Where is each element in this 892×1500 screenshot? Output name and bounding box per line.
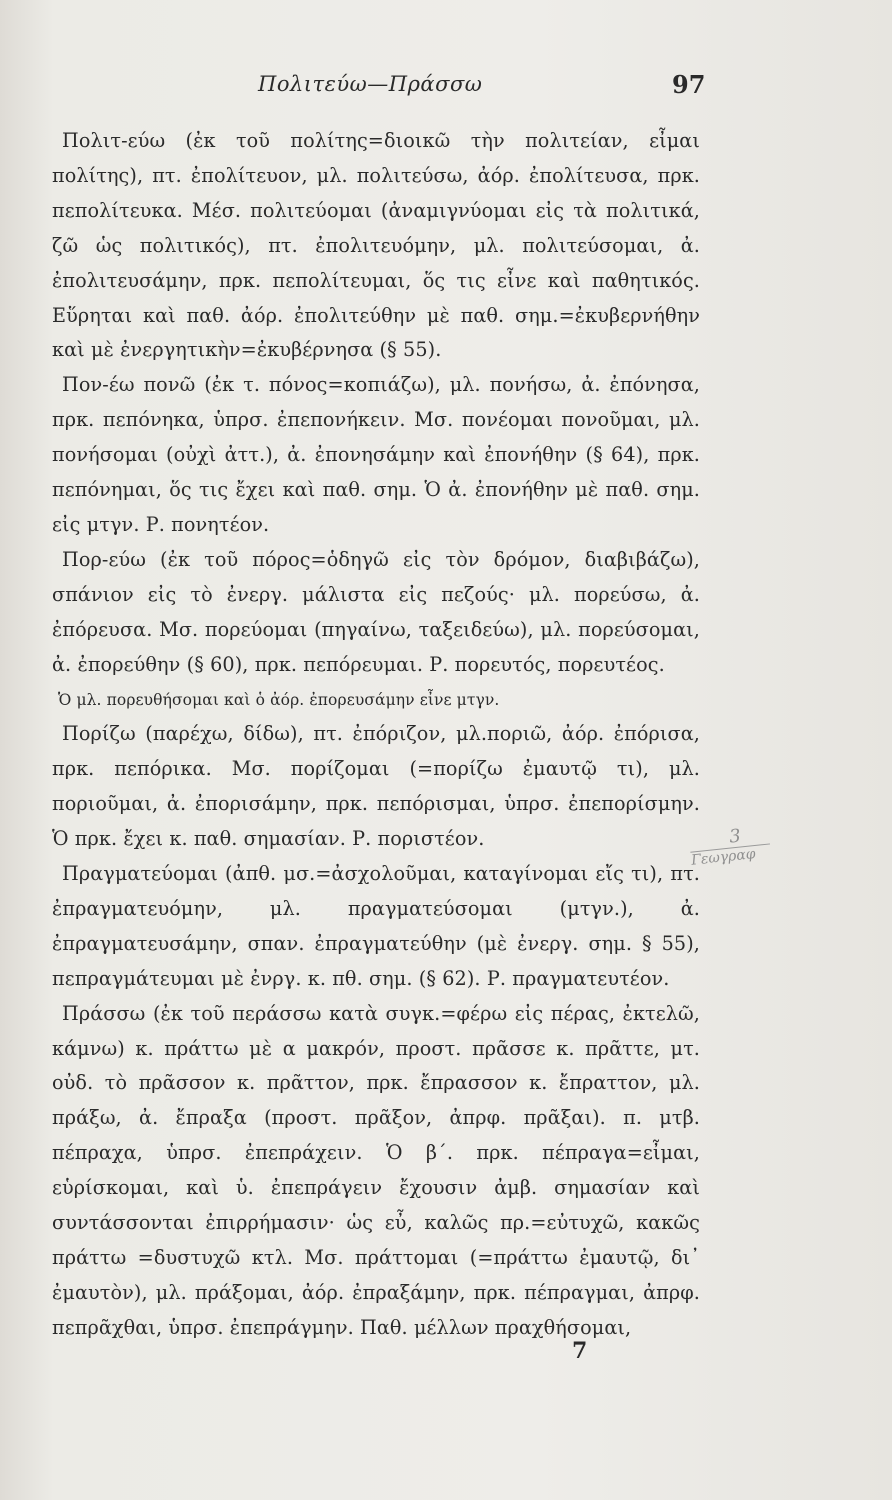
running-head: Πολιτεύω—Πράσσω (258, 72, 483, 96)
page-number: 97 (672, 70, 706, 99)
entry-poneo: Πον-έω πονῶ (ἐκ τ. πόνος=κοπιάζω), μλ. πονήσω, ἀ. ἐπόνησα, πρκ. πεπόνηκα, ὑπρσ. ἐπεπονήκειν. Μσ. πονέομαι πονοῦμαι, μλ. πονήσομαι (οὐχὶ ἀττ.), ἀ. ἐπονησάμην καὶ ἐπονήθην (§ 64), πρκ. πεπόνημαι, ὅς τις ἔχει καὶ παθ. σημ. Ὁ ἀ. ἐπονήθην μὲ παθ. σημ. εἰς μτγν. Ρ. πονητέον. (52, 373, 700, 536)
page-header (0, 70, 892, 110)
margin-note-number: 3 (728, 825, 742, 848)
entry-porizo: Πορίζω (παρέχω, δίδω), πτ. ἐπόριζον, μλ.ποριῶ, ἀόρ. ἐπόρισα, πρκ. πεπόρικα. Μσ. πορίζομαι (=πορίζω ἐμαυτῷ τι), μλ. ποριοῦμαι, ἀ. ἐπορισάμην, πρκ. πεπόρισμαι, ὑπρσ. ἐπεπορίσμην. Ὁ πρκ. ἔχει κ. παθ. σημασίαν. Ρ. ποριστέον. (52, 722, 700, 851)
entry-pragmateuomai: Πραγματεύομαι (ἀπθ. μσ.=ἀσχολοῦμαι, καταγίνομαι εἴς τι), πτ. ἐπραγματευόμην, μλ. πραγματεύσομαι (μτγν.), ἀ. ἐπραγματευσάμην, σπαν. ἐπραγματεύθην (μὲ ἐνεργ. σημ. § 55), πεπραγμάτευμαι μὲ ἐνργ. κ. πθ. σημ. (§ 62). Ρ. πραγματευτέον. (52, 862, 700, 990)
dictionary-body (52, 124, 700, 1346)
entry-politeuo: Πολιτ-εύω (ἐκ τοῦ πολίτης=διοικῶ τὴν πολιτείαν, εἶμαι πολίτης), πτ. ἐπολίτευον, μλ. πολιτεύσω, ἀόρ. ἐπολίτευσα, πρκ. πεπολίτευκα. Μέσ. πολιτεύομαι (ἀναμιγνύομαι εἰς τὰ πολιτικά, ζῶ ὡς πολιτικός), πτ. ἐπολιτευόμην, μλ. πολιτεύσομαι, ἀ. ἐπολιτευσάμην, πρκ. πεπολίτευμαι, ὅς τις εἶνε καὶ παθητικός. Εὕρηται καὶ παθ. ἀόρ. ἐπολιτεύθην μὲ παθ. σημ.=ἐκυβερνήθην καὶ μὲ ἐνεργητικὴν=ἐκυβέρνησα (§ 55). (52, 129, 700, 362)
entry-poreuo-note: Ὁ μλ. πορευθήσομαι καὶ ὁ ἀόρ. ἐπορευσάμην εἶνε μτγν. (58, 690, 500, 709)
handwritten-margin-note (688, 821, 784, 870)
margin-note-scribble: Γεωγραφ (690, 846, 757, 869)
entry-poreuo: Πορ-εύω (ἐκ τοῦ πόρος=ὁδηγῶ εἰς τὸν δρόμον, διαβιβάζω), σπάνιον εἰς τὸ ἐνεργ. μάλιστα εἰς πεζούς· μλ. πορεύσω, ἀ. ἐπόρευσα. Μσ. πορεύομαι (πηγαίνω, ταξειδεύω), μλ. πορεύσομαι, ἀ. ἐπορεύθην (§ 60), πρκ. πεπόρευμαι. Ρ. πορευτός, πορευτέος. (52, 547, 700, 676)
signature-mark: 7 (572, 1338, 588, 1364)
entry-prasso: Πράσσω (ἐκ τοῦ περάσσω κατὰ συγκ.=φέρω εἰς πέρας, ἐκτελῶ, κάμνω) κ. πράττω μὲ α μακρόν, προστ. πρᾶσσε κ. πρᾶττε, μτ. οὐδ. τὸ πρᾶσσον κ. πρᾶττον, πρκ. ἔπρασσον κ. ἔπραττον, μλ. πράξω, ἀ. ἔπραξα (προστ. πρᾶξον, ἀπρφ. πρᾶξαι). π. μτβ. πέπραχα, ὑπρσ. ἐπεπράχειν. Ὁ β΄. πρκ. πέπραγα=εἶμαι, εὑρίσκομαι, καὶ ὑ. ἐπεπράγειν ἔχουσιν ἀμβ. σημασίαν καὶ συντάσσονται ἐπιρρήμασιν· ὡς εὖ, καλῶς πρ.=εὐτυχῶ, κακῶς πράττω =δυστυχῶ κτλ. Μσ. πράττομαι (=πράττω ἐμαυτῷ, δι᾽ ἐμαυτὸν), μλ. πράξομαι, ἀόρ. ἐπραξάμην, πρκ. πέπραγμαι, ἀπρφ. πεπρᾶχθαι, ὑπρσ. ἐπεπράγμην. Παθ. μέλλων πραχθήσομαι, (52, 1001, 700, 1339)
